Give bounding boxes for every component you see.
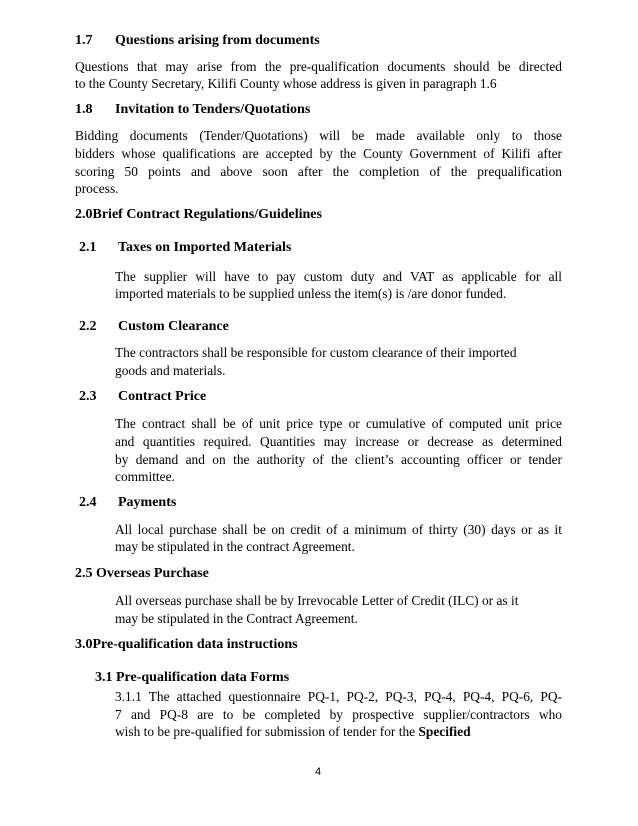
section-3-1-line-1: 3.1.1 The attached questionnaire PQ-1, PQ-2, PQ-3, PQ-4, PQ-4, PQ-6, PQ- [115,689,562,704]
section-2-1-number: 2.1 [79,240,97,255]
section-3-0-heading: 3.0Pre-qualification data instructions [75,637,298,652]
section-2-1-title: Taxes on Imported Materials [118,240,292,255]
section-1-7-line-1: Questions that may arise from the pre-qualification documents should be directed [75,59,562,74]
section-2-1-line-2: imported materials to be supplied unless the item(s) is /are donor funded. [115,286,507,301]
section-1-7-number: 1.7 [75,33,93,48]
section-2-5-line-2: may be stipulated in the Contract Agreement. [115,611,358,626]
section-2-4-line-1: All local purchase shall be on credit of a minimum of thirty (30) days or as it [115,522,562,537]
section-1-8-line-3: scoring 50 points and above soon after the completion of the prequalification [75,164,562,179]
section-3-1-heading: 3.1 Pre-qualification data Forms [95,670,290,685]
section-2-2-line-2: goods and materials. [115,363,226,378]
section-3-1-line-3-text: wish to be pre-qualified for submission of tender for the [115,724,419,739]
section-2-2-number: 2.2 [79,319,97,334]
section-2-3-line-3: by demand and on the authority of the client’s accounting officer or tender [115,452,562,467]
section-2-5-line-1: All overseas purchase shall be by Irrevocable Letter of Credit (ILC) or as it [115,593,519,608]
section-2-3-line-1: The contract shall be of unit price type or cumulative of computed unit price [115,416,562,431]
section-2-4-line-2: may be stipulated in the contract Agreement. [115,539,355,554]
section-2-2-title: Custom Clearance [118,319,229,334]
section-1-8-line-1: Bidding documents (Tender/Quotations) will be made available only to those [75,128,562,143]
section-2-1-line-1: The supplier will have to pay custom duty and VAT as applicable for all [115,269,562,284]
section-3-1-line-2: 7 and PQ-8 are to be completed by prospective supplier/contractors who [115,707,562,722]
section-3-1-line-3-bold: Specified [418,724,471,739]
section-2-4-number: 2.4 [79,495,97,510]
section-3-1-line-3 [115,724,471,740]
section-2-5-heading: 2.5 Overseas Purchase [75,566,209,581]
section-2-3-line-2: and quantities required. Quantities may increase or decrease as determined [115,434,562,449]
section-2-0-heading: 2.0Brief Contract Regulations/Guidelines [75,207,322,222]
page-number: 4 [315,766,322,778]
section-1-7-line-2: to the County Secretary, Kilifi County whose address is given in paragraph 1.6 [75,76,497,91]
section-2-4-title: Payments [118,495,177,510]
section-2-2-line-1: The contractors shall be responsible for custom clearance of their imported [115,345,517,360]
section-1-8-title: Invitation to Tenders/Quotations [115,102,311,117]
section-1-8-number: 1.8 [75,102,93,117]
section-1-8-line-4: process. [75,181,119,196]
section-1-8-line-2: bidders whose qualifications are accepted by the County Government of Kilifi after [75,146,562,161]
section-2-3-line-4: committee. [115,469,175,484]
section-2-3-number: 2.3 [79,389,97,404]
section-2-3-title: Contract Price [118,389,207,404]
section-1-7-title: Questions arising from documents [115,33,320,48]
